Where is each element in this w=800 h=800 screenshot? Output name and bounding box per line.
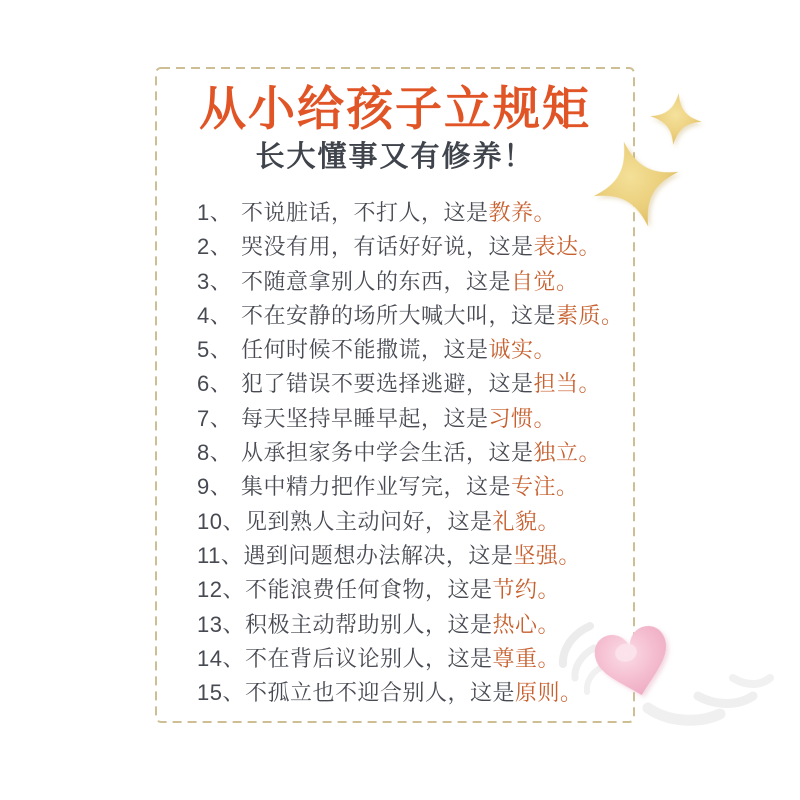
rule-keyword: 原则 bbox=[515, 680, 561, 706]
rule-number: 8、 bbox=[197, 440, 233, 466]
rule-text: 不在安静的场所大喊大叫，这是 bbox=[241, 302, 557, 328]
rule-item bbox=[197, 436, 627, 470]
rule-period: 。 bbox=[533, 405, 557, 431]
rule-period: 。 bbox=[556, 474, 579, 500]
rule-number: 14、 bbox=[197, 645, 245, 671]
rule-text: 见到熟人主动问好，这是 bbox=[244, 508, 493, 534]
winged-heart-icon bbox=[548, 606, 783, 736]
rule-item bbox=[197, 470, 627, 504]
rule-period: 。 bbox=[533, 337, 557, 363]
rule-text: 不说脏话，不打人，这是 bbox=[241, 200, 489, 225]
rule-item bbox=[197, 299, 627, 333]
poster-subtitle: 长大懂事又有修养！ bbox=[255, 141, 535, 173]
heart-shape bbox=[591, 622, 677, 703]
rule-period: 。 bbox=[578, 371, 602, 397]
rule-number: 3、 bbox=[197, 268, 233, 294]
rule-keyword: 表达 bbox=[533, 234, 579, 260]
rule-keyword: 尊重 bbox=[492, 645, 538, 671]
rule-keyword: 教养 bbox=[488, 200, 534, 225]
rule-number: 9、 bbox=[197, 474, 233, 500]
rule-item bbox=[197, 402, 627, 436]
rule-number: 10、 bbox=[197, 508, 245, 534]
rule-keyword: 节约 bbox=[492, 577, 538, 603]
rule-keyword: 习惯 bbox=[488, 405, 534, 431]
rule-text: 不随意拿别人的东西，这是 bbox=[241, 268, 512, 294]
rule-number: 2、 bbox=[197, 234, 233, 260]
rule-text: 不能浪费任何食物，这是 bbox=[244, 577, 493, 603]
rule-period: 。 bbox=[556, 268, 579, 294]
rule-number: 4、 bbox=[197, 302, 233, 328]
rule-text: 任何时候不能撒谎，这是 bbox=[241, 337, 489, 363]
wing-strokes-left bbox=[563, 626, 600, 692]
rule-number: 15、 bbox=[197, 680, 245, 706]
rule-period: 。 bbox=[533, 200, 557, 225]
rule-period: 。 bbox=[537, 611, 561, 637]
rule-period: 。 bbox=[537, 577, 561, 603]
rule-text: 集中精力把作业写完，这是 bbox=[241, 474, 512, 500]
rule-item bbox=[197, 333, 627, 367]
rule-item bbox=[197, 539, 627, 573]
rule-period: 。 bbox=[601, 302, 624, 328]
rule-keyword: 诚实 bbox=[488, 337, 534, 363]
rule-keyword: 礼貌 bbox=[492, 508, 538, 534]
rule-period: 。 bbox=[537, 508, 561, 534]
rule-text: 每天坚持早睡早起，这是 bbox=[241, 405, 489, 431]
rule-keyword: 素质 bbox=[556, 302, 602, 328]
rule-number: 12、 bbox=[197, 577, 245, 603]
rule-period: 。 bbox=[558, 542, 581, 568]
rule-number: 5、 bbox=[197, 337, 233, 363]
rule-item bbox=[197, 505, 627, 539]
rule-keyword: 热心 bbox=[492, 611, 538, 637]
poster-title: 从小给孩子立规矩 bbox=[199, 82, 591, 135]
rule-text: 从承担家务中学会生活，这是 bbox=[241, 440, 534, 466]
rule-period: 。 bbox=[578, 440, 602, 466]
rule-keyword: 坚强 bbox=[513, 542, 559, 568]
rule-item bbox=[197, 573, 627, 607]
rule-text: 哭没有用，有话好好说，这是 bbox=[241, 234, 534, 260]
rule-keyword: 专注 bbox=[511, 474, 557, 500]
wing-strokes-right bbox=[648, 678, 770, 720]
rule-number: 7、 bbox=[197, 405, 233, 431]
rule-keyword: 担当 bbox=[533, 371, 579, 397]
rule-number: 11、 bbox=[197, 542, 244, 568]
rule-number: 13、 bbox=[197, 611, 245, 637]
rule-text: 犯了错误不要选择逃避，这是 bbox=[241, 371, 534, 397]
rule-item bbox=[197, 196, 627, 230]
rule-item bbox=[197, 230, 627, 264]
rule-number: 1、 bbox=[197, 200, 233, 225]
rule-period: 。 bbox=[578, 234, 602, 260]
rule-text: 积极主动帮助别人，这是 bbox=[244, 611, 493, 637]
rule-period: 。 bbox=[560, 680, 583, 706]
rule-text: 遇到问题想办法解决，这是 bbox=[243, 542, 514, 568]
rule-item bbox=[197, 367, 627, 401]
rule-period: 。 bbox=[537, 645, 561, 671]
rule-text: 不孤立也不迎合别人，这是 bbox=[244, 680, 515, 706]
rule-item bbox=[197, 265, 627, 299]
rule-number: 6、 bbox=[197, 371, 233, 397]
rule-keyword: 独立 bbox=[533, 440, 579, 466]
rule-text: 不在背后议论别人，这是 bbox=[244, 645, 493, 671]
rule-keyword: 自觉 bbox=[511, 268, 557, 294]
